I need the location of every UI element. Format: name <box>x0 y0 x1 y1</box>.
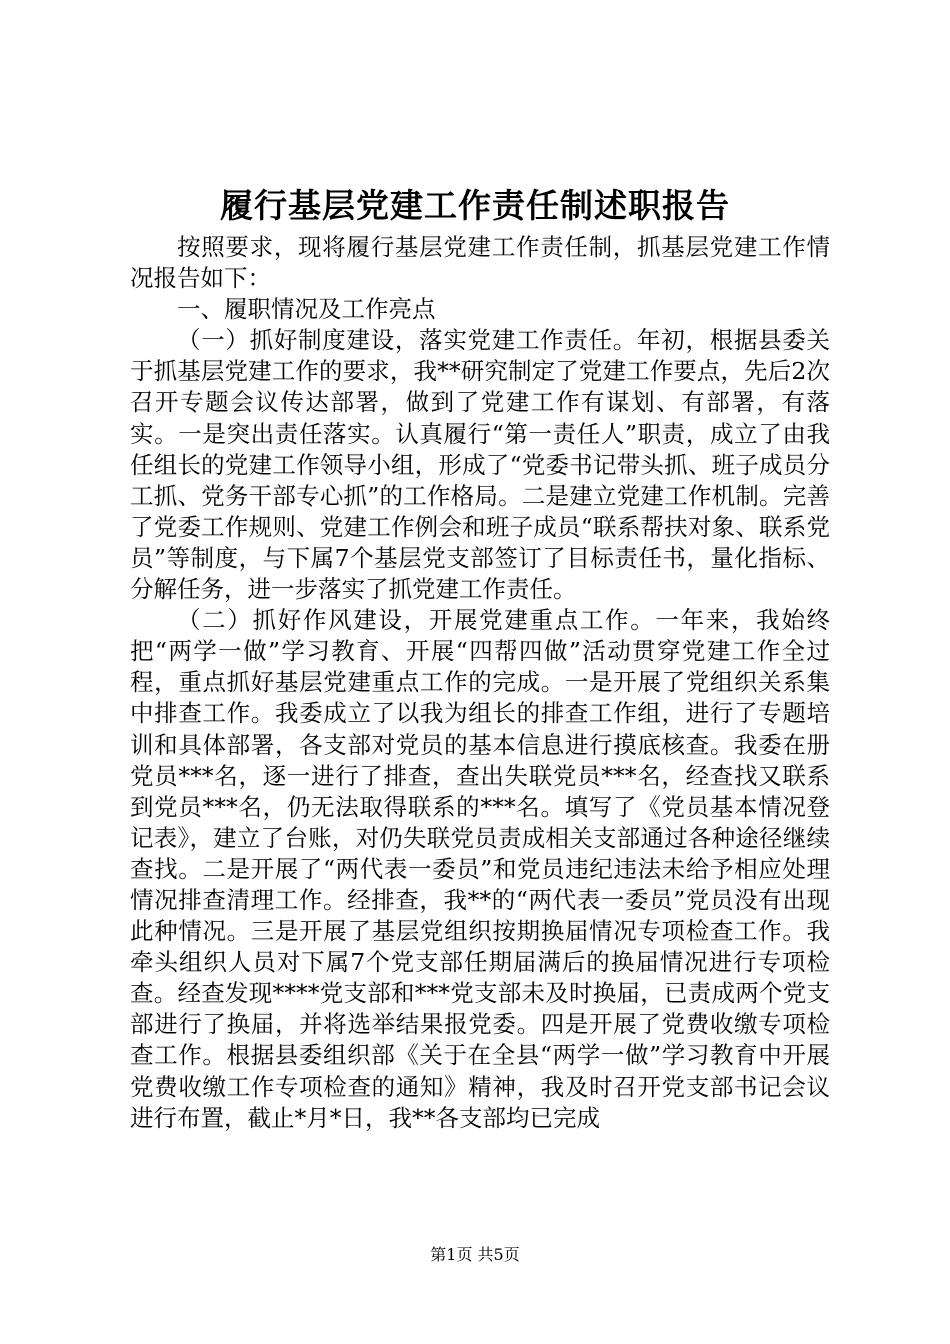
page-number-footer: 第1页 共5页 <box>430 1245 520 1264</box>
document-title: 履行基层党建工作责任制述职报告 <box>220 186 730 225</box>
document-body <box>130 232 830 1134</box>
paragraph-institution-building: （一）抓好制度建设，落实党建工作责任。年初，根据县委关于抓基层党建工作的要求，我**研究制定了党建工作要点，先后2次召开专题会议传达部署，做到了党建工作有谋划、有部署，有落实。一是突出责任落实。认真履行“第一责任人”职责，成立了由我任组长的党建工作领导小组，形成了“党委书记带头抓、班子成员分工抓、党务干部专心抓”的工作格局。二是建立党建工作机制。完善了党委工作规则、党建工作例会和班子成员“联系帮扶对象、联系党员”等制度，与下属7个基层党支部签订了目标责任书，量化指标、分解任务，进一步落实了抓党建工作责任。 <box>130 326 830 604</box>
section-heading: 一、履职情况及工作亮点 <box>177 295 436 324</box>
intro-paragraph: 按照要求，现将履行基层党建工作责任制，抓基层党建工作情况报告如下： <box>130 233 830 293</box>
paragraph-style-building: （二）抓好作风建设，开展党建重点工作。一年来，我始终把“两学一做”学习教育、开展“四帮四做”活动贯穿党建工作全过程，重点抓好基层党建重点工作的完成。一是开展了党组织关系集中排查工作。我委成立了以我为组长的排查工作组，进行了专题培训和具体部署，各支部对党员的基本信息进行摸底核查。我委在册党员***名，逐一进行了排查，查出失联党员***名，经查找又联系到党员***名，仍无法取得联系的***名。填写了《党员基本情况登记表》，建立了台账，对仍失联党员责成相关支部通过各种途径继续查找。二是开展了“两代表一委员”和党员违纪违法未给予相应处理情况排查清理工作。经排查，我**的“两代表一委员”党员没有出现此种情况。三是开展了基层党组织按期换届情况专项检查工作。我牵头组织人员对下属7个党支部任期届满后的换届情况进行专项检查。经查发现****党支部和***党支部未及时换届，已责成两个党支部进行了换届，并将选举结果报党委。四是开展了党费收缴专项检查工作。根据县委组织部《关于在全县“两学一做”学习教育中开展党费收缴工作专项检查的通知》精神，我及时召开党支部书记会议进行布置，截止*月*日，我**各支部均已完成 <box>130 606 830 1132</box>
